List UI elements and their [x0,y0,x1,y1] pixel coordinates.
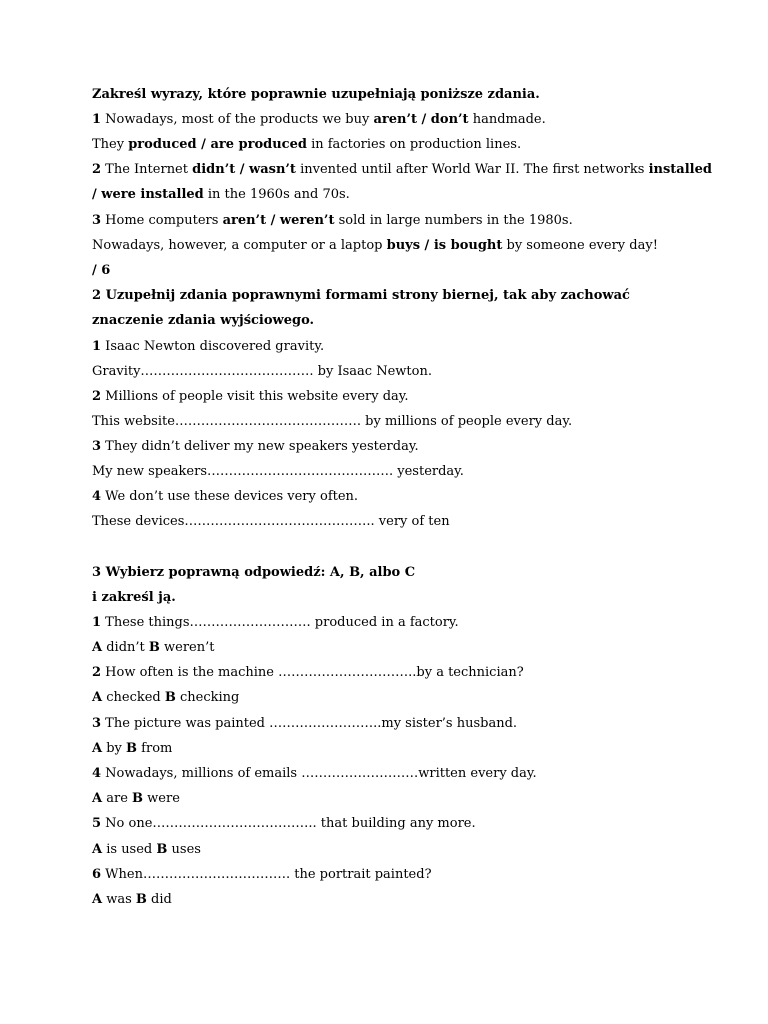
exercise-3-heading-line-2: i zakreśl ją. [92,590,176,605]
exercise-2-line-6: My new speakers……………………………………. yesterday. [92,464,464,479]
exercise-1-score: / 6 [92,263,111,278]
exercise-2-line-5: 3 They didn’t deliver my new speakers yesterday. [92,439,419,454]
exercise-2-line-8: These devices…………………………………….. very of ten [92,514,450,529]
exercise-2-line-7: 4 We don’t use these devices very often. [92,489,359,504]
exercise-1-line-4: / were installed in the 1960s and 70s. [92,187,350,202]
exercise-3-question-1: 1 These things………………………. produced in a factory. [92,615,459,630]
exercise-3-question-4: 4 Nowadays, millions of emails ………………………written every day. [92,766,537,781]
exercise-3-answers-4: A are B were [92,791,180,806]
exercise-2-line-1: 1 Isaac Newton discovered gravity. [92,339,325,354]
exercise-3-question-2: 2 How often is the machine …………………………..by a technician? [92,665,524,680]
exercise-3-question-5: 5 No one……………………………….. that building any more. [92,816,476,831]
exercise-2-line-2: Gravity…………………………………. by Isaac Newton. [92,364,432,379]
exercise-2-line-3: 2 Millions of people visit this website every day. [92,389,409,404]
exercise-1-line-5: 3 Home computers aren’t / weren’t sold in large numbers in the 1980s. [92,213,573,228]
exercise-3-answers-5: A is used B uses [92,842,201,857]
exercise-1-line-1: 1 Nowadays, most of the products we buy aren’t / don’t handmade. [92,112,546,127]
exercise-1-line-2: They produced / are produced in factories on production lines. [92,137,522,152]
exercise-2-heading-line-2: znaczenie zdania wyjściowego. [92,313,315,328]
exercise-3-answers-1: A didn’t B weren’t [92,640,215,655]
exercise-3-question-6: 6 When……………………………. the portrait painted? [92,867,432,882]
exercise-2-heading-line-1: 2 Uzupełnij zdania poprawnymi formami strony biernej, tak aby zachować [92,288,630,303]
exercise-3-answers-6: A was B did [92,892,172,907]
exercise-3-answers-2: A checked B checking [92,690,240,705]
exercise-2-line-4: This website……………………………………. by millions of people every day. [92,414,573,429]
exercise-3-answers-3: A by B from [92,741,173,756]
exercise-1-line-3: 2 The Internet didn’t / wasn’t invented until after World War II. The first networks installed [92,162,712,177]
exercise-1-heading: Zakreśl wyrazy, które poprawnie uzupełniają poniższe zdania. [92,87,540,102]
exercise-3-question-3: 3 The picture was painted ……………………..my sister’s husband. [92,716,518,731]
exercise-1-line-6: Nowadays, however, a computer or a laptop buys / is bought by someone every day! [92,238,658,253]
exercise-3-heading-line-1: 3 Wybierz poprawną odpowiedź: A, B, albo C [92,565,416,580]
